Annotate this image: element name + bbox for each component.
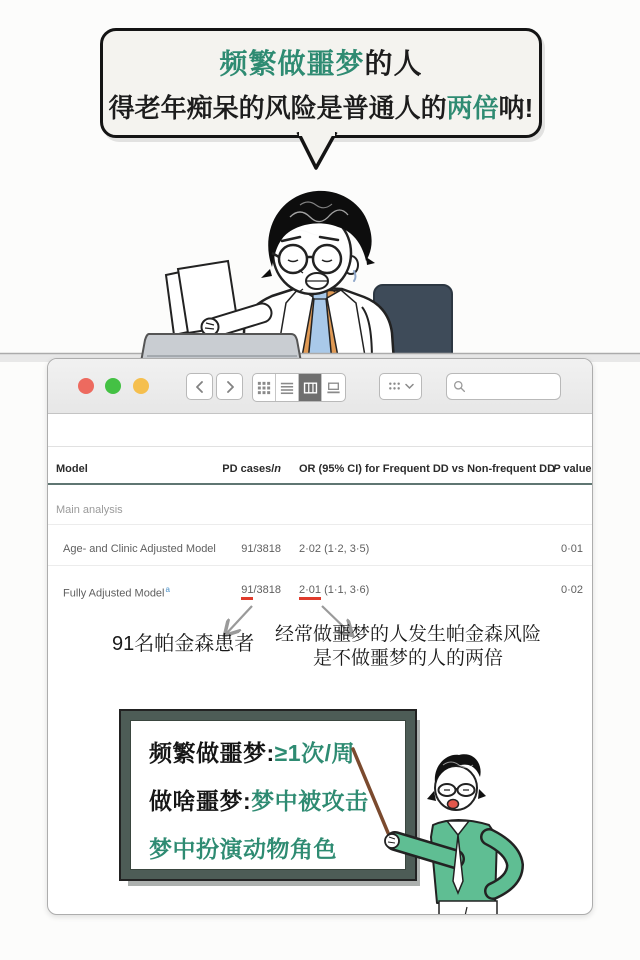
teacher-fist: [385, 834, 399, 848]
forward-button[interactable]: [216, 373, 243, 400]
teacher-illustration: [343, 741, 573, 915]
board-line-2: 做啥噩梦:梦中被攻击: [149, 788, 369, 814]
view-icons-button[interactable]: [253, 374, 276, 401]
doctor-hand: [202, 319, 219, 336]
board-line-1: 频繁做噩梦:≥1次/周: [149, 740, 355, 766]
view-columns-button[interactable]: [299, 374, 322, 401]
row2-pd-cases: 91/3818: [178, 577, 281, 603]
window-toolbar: [48, 359, 592, 414]
bubble-line-1: [219, 42, 422, 82]
column-header-p-value: P value: [553, 463, 592, 475]
row-separator: [48, 565, 592, 566]
table-row: [48, 577, 592, 603]
list-view-icon: [280, 381, 294, 395]
glasses-right-lens: [313, 245, 341, 273]
pointer-stick: [353, 749, 391, 840]
chevron-left-icon: [194, 380, 206, 394]
item-arrange-icon: [388, 380, 401, 393]
annotation-right: [260, 623, 556, 671]
column-header-pd-cases: PD cases/n: [222, 463, 281, 475]
speech-bubble: [100, 28, 542, 138]
speech-bubble-tail: [294, 132, 340, 174]
close-window-button[interactable]: [78, 378, 94, 394]
bubble-line2-pre: 得老年痴呆的风险是普通人的: [108, 92, 447, 123]
action-dropdown-button[interactable]: [379, 373, 422, 400]
table-top-rule: [48, 446, 592, 447]
chevron-right-icon: [224, 380, 236, 394]
table-header-row: [48, 456, 592, 482]
doctor-illustration: [0, 177, 640, 362]
column-header-or: OR (95% CI) for Frequent DD vs Non-frequent DD: [299, 463, 556, 475]
search-input[interactable]: [470, 380, 554, 394]
columns-view-icon: [303, 381, 318, 395]
glasses-left-lens: [279, 245, 307, 273]
hair-tuft-right: [366, 257, 375, 265]
row2-model: Fully Adjusted Model$^a$: [63, 585, 170, 600]
teacher-mouth: [448, 800, 459, 809]
table-row: [48, 536, 592, 562]
view-coverflow-button[interactable]: [322, 374, 345, 401]
bubble-line-2: [109, 88, 534, 125]
annotation-right-line2: 是不做噩梦的人的两倍: [312, 648, 503, 669]
view-list-button[interactable]: [276, 374, 299, 401]
minimize-window-button[interactable]: [133, 378, 149, 394]
red-underlined-value: 91: [241, 584, 253, 600]
finder-window: [47, 358, 593, 915]
row1-model: Age- and Clinic Adjusted Model: [63, 543, 216, 555]
back-button[interactable]: [186, 373, 213, 400]
annotation-right-line1: 经常做噩梦的人发生帕金森风险: [274, 624, 541, 645]
bubble-line2-post: 呐!: [498, 92, 534, 123]
chevron-down-icon: [405, 383, 414, 390]
zoom-window-button[interactable]: [105, 378, 121, 394]
search-field[interactable]: [446, 373, 561, 400]
row1-or-ci: 2·02 (1·2, 3·5): [299, 543, 370, 555]
row2-p-value: 0·02: [560, 584, 583, 596]
bubble-line1-rest: 的人: [364, 47, 423, 79]
bubble-highlight-double: 两倍: [446, 92, 499, 123]
coverflow-view-icon: [326, 381, 341, 395]
column-header-model: Model: [56, 463, 88, 475]
grid-view-icon: [257, 381, 271, 395]
footnote-superscript: a: [165, 585, 170, 594]
hair-tuft: [478, 789, 486, 799]
teacher-pants: [439, 901, 497, 915]
board-line-3: 梦中扮演动物角色: [149, 836, 337, 862]
hair-tuft-left: [261, 269, 272, 278]
row1-p-value: 0·01: [560, 543, 583, 555]
table-section-row: [48, 497, 592, 523]
row1-pd-cases: 91/3818: [241, 543, 281, 555]
sweat-drop: [354, 271, 356, 281]
annotation-left: 91名帕金森患者: [112, 633, 255, 655]
search-icon: [453, 380, 466, 393]
view-mode-segmented-control: [252, 373, 346, 402]
red-underlined-value: 2·01: [299, 584, 321, 600]
table-header-rule: [48, 483, 592, 485]
bubble-highlight-nightmare: 频繁做噩梦: [219, 47, 365, 79]
row2-or-ci: 2·01 (1·1, 3·6): [299, 577, 369, 603]
row-separator: [48, 524, 592, 525]
section-label: Main analysis: [56, 504, 123, 516]
